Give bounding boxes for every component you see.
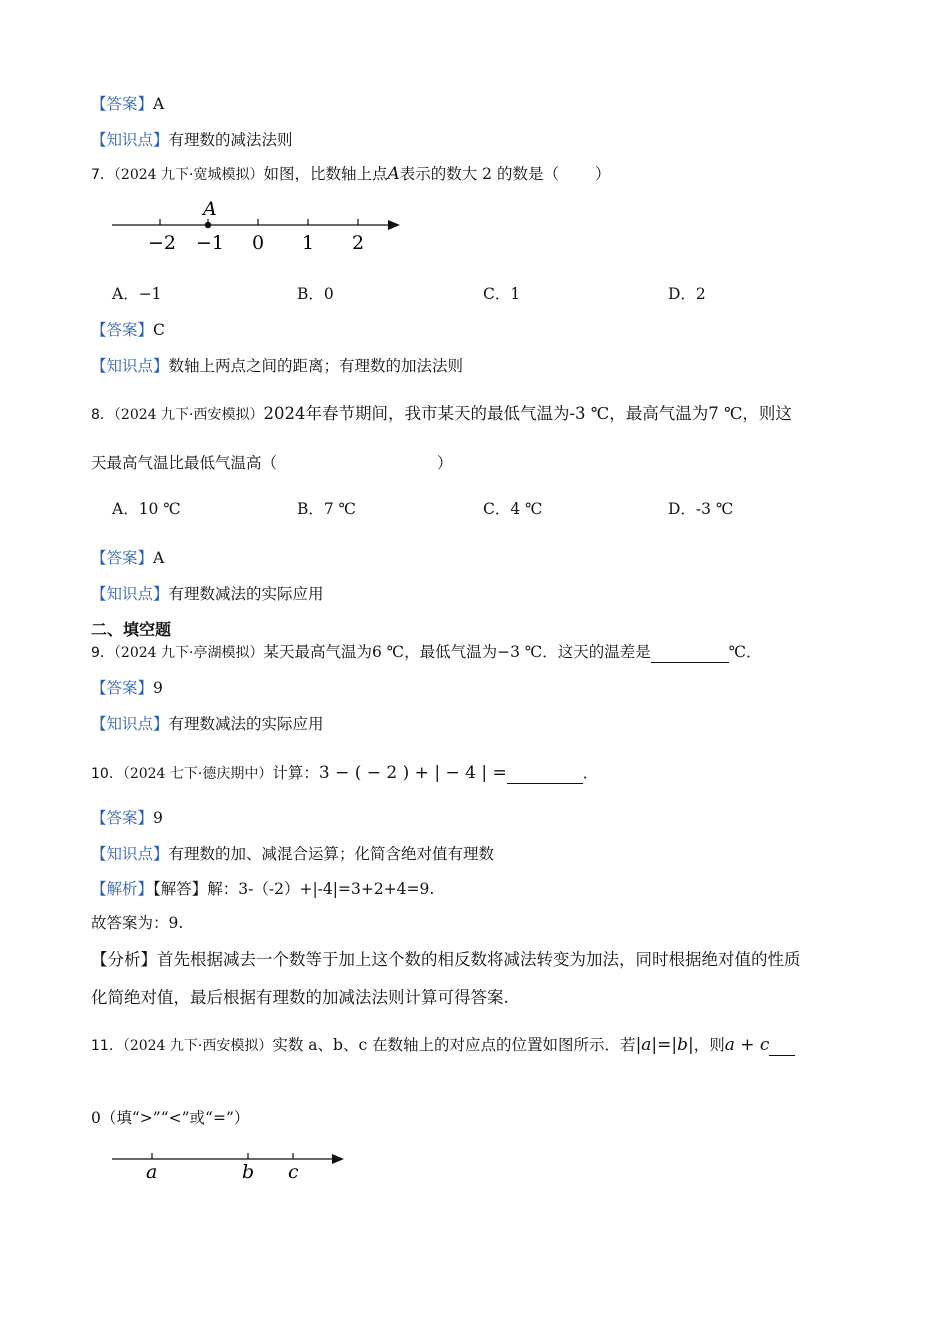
knowledge-tag: 【知识点】 [91,585,169,603]
question-source: （2024 九下·西安模拟） [122,1038,273,1054]
q7-knowledge [91,356,463,376]
question-number: 11． [91,1038,123,1054]
q8-option-d: D．-3 ℃ [668,500,734,518]
section-heading-fill-in: 二、填空题 [91,620,172,639]
condition: |a|=|b| [635,1035,694,1055]
knowledge-tag: 【知识点】 [91,845,169,863]
expression: a + c [724,1035,770,1055]
stem-part: 计算： [272,764,319,782]
question-number: 8． [91,407,114,423]
q8-stem-line2 [91,453,453,473]
q11-number-line [108,1145,353,1187]
knowledge-text: 有理数的减法法则 [168,131,293,149]
tick-label: −1 [196,232,225,254]
stem-part: ，则 [693,1036,725,1054]
q7-option-b: B．0 [297,285,334,303]
answer-value: C [153,321,165,339]
q7-number-line [108,195,408,255]
knowledge-text: 数轴上两点之间的距离；有理数的加法法则 [168,357,464,375]
unit: ℃． [728,643,762,661]
knowledge-tag: 【知识点】 [91,715,169,733]
knowledge-text: 有理数的加、减混合运算；化简含绝对值有理数 [168,845,495,863]
q10-conclusion: 故答案为：9. [91,914,184,932]
answer-tag: 【答案】 [91,321,154,339]
point-a-label: A [203,198,217,220]
q10-analysis [91,879,434,899]
q10-stem [91,763,598,784]
q10-knowledge [91,844,494,864]
stem-close: ） [437,454,453,472]
q7-option-a: A．−1 [112,285,162,303]
q11-stem-line2: 0（填“>”“<”或“=”） [91,1109,250,1127]
point-label-b: b [242,1161,255,1183]
answer-value: A [153,549,165,567]
q7-stem [91,164,610,185]
q10-reason-line1 [91,950,801,970]
q11-stem-line1 [91,1035,795,1056]
knowledge-text: 有理数减法的实际应用 [168,585,324,603]
answer-blank [769,1037,795,1056]
tick-label: −2 [148,232,177,254]
expression: 3 − ( − 2 ) + | − 4 | = [318,763,507,783]
reason-tag: 【分析】 [91,950,157,969]
stem-part: 天最高气温比最低气温高（ [91,454,278,472]
stem-part: 2024年春节期间，我市某天的最低气温为-3 ℃，最高气温为7 ℃，则这 [263,404,792,423]
answer-tag: 【答案】 [91,549,154,567]
q9-stem [91,642,762,663]
point-a-dot [205,222,211,228]
question-source: （2024 九下·亭湖模拟） [113,645,264,661]
q6-answer [91,94,164,114]
stem-end: ． [582,764,599,782]
tick-label: 2 [352,232,365,254]
knowledge-tag: 【知识点】 [91,357,169,375]
stem-part: 如图，比数轴上点 [263,165,388,183]
q6-knowledge [91,130,293,150]
tick-label: 0 [252,232,265,254]
tick-label: 1 [302,232,315,254]
reason-text: 首先根据减去一个数等于加上这个数的相反数将减法转变为加法，同时根据绝对值的性质 [157,950,801,969]
q7-option-c: C．1 [483,285,521,303]
stem-part: 表示的数大 2 的数是（ [399,165,559,183]
answer-tag: 【答案】 [91,809,154,827]
q8-answer [91,548,164,568]
q8-option-c: C．4 ℃ [483,500,543,518]
answer-tag: 【答案】 [91,679,154,697]
point-label: A [387,164,400,184]
analysis-text: 【解答】解：3-（-2）+|-4|=3+2+4=9. [153,880,435,898]
answer-value: A [153,95,165,113]
answer-tag: 【答案】 [91,95,154,113]
question-number: 10． [91,766,123,782]
knowledge-text: 有理数减法的实际应用 [168,715,324,733]
answer-value: 9 [153,679,163,697]
answer-blank [651,644,729,663]
q10-reason-line2: 化简绝对值，最后根据有理数的加减法法则计算可得答案. [91,988,509,1007]
question-source: （2024 七下·德庆期中） [122,766,273,782]
q7-option-d: D．2 [668,285,706,303]
question-number: 7． [91,167,114,183]
question-number: 9． [91,645,114,661]
q7-answer [91,320,165,340]
q9-knowledge [91,714,324,734]
q9-answer [91,678,163,698]
analysis-tag: 【解析】 [91,880,154,898]
stem-part: 某天最高气温为6 ℃，最低气温为−3 ℃．这天的温差是 [263,643,651,661]
stem-part: 实数 a、b、c 在数轴上的对应点的位置如图所示．若 [272,1036,636,1054]
point-label-a: a [146,1161,158,1183]
question-source: （2024 九下·宽城模拟） [113,167,264,183]
question-source: （2024 九下·西安模拟） [113,407,264,423]
point-label-c: c [288,1161,299,1183]
q8-knowledge [91,584,324,604]
q10-answer [91,808,163,828]
stem-close: ） [594,165,611,183]
answer-blank [507,765,583,784]
answer-value: 9 [153,809,163,827]
q8-option-a: A．10 ℃ [112,500,181,518]
q8-stem-line1 [91,404,792,425]
knowledge-tag: 【知识点】 [91,131,169,149]
q8-option-b: B．7 ℃ [297,500,357,518]
